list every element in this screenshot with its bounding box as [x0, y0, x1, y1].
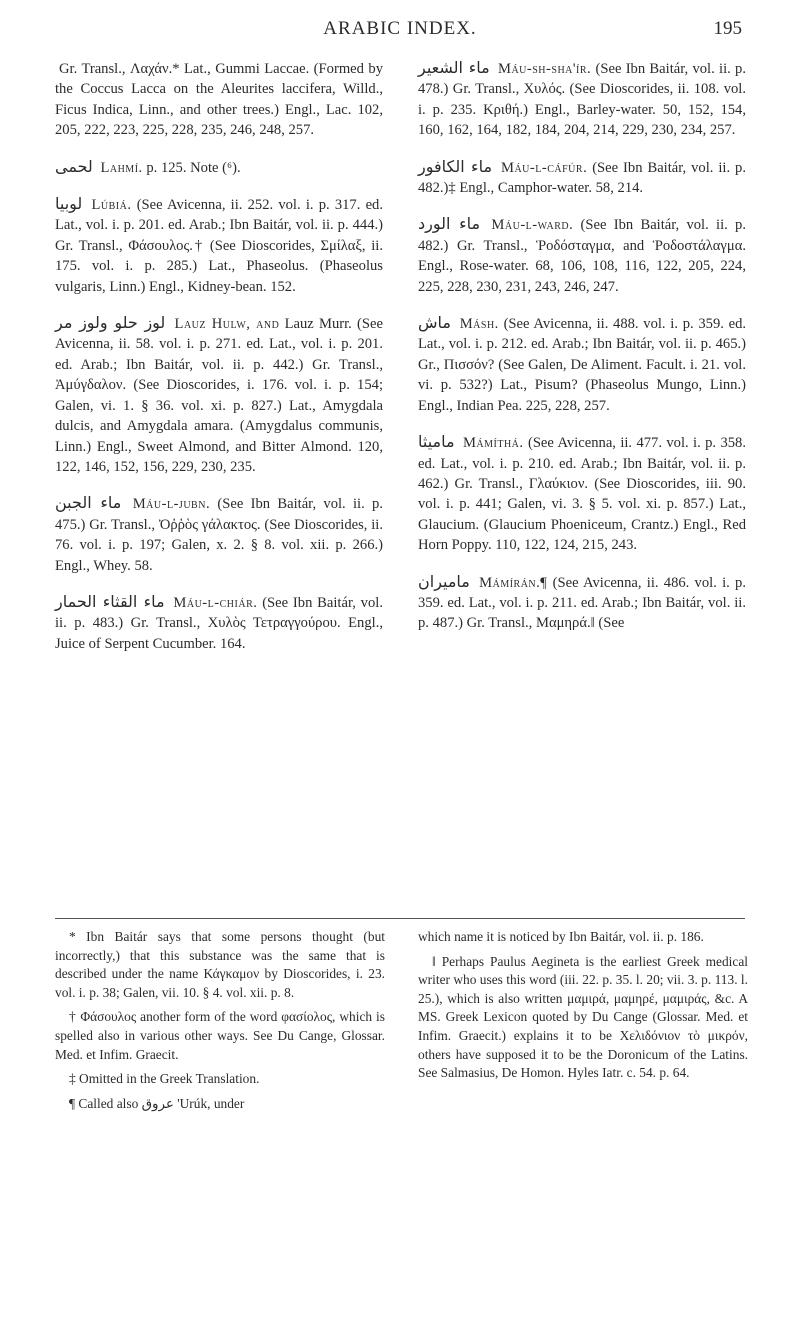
index-entry: [418, 313, 746, 416]
entry-headword: Máu-l-chiár.: [173, 594, 258, 611]
entry-text: (See Ibn Baitár, vol. ii. p. 482.) Gr. Transl., Ῥοδόσταγμα, and Ῥοδοστάλαγμα. Engl., Rose-water. 68, 106, 108, 116, 122, 205, 224, 225, 228, 230, 231, 243, 246, 247.: [418, 217, 746, 295]
footnote: ‖ Perhaps Paulus Aegineta is the earliest Greek medical writer who uses this word (iii. 22. p. 35. l. 20; vii. 3. p. 113. l. 25.), which is also written μαμιρά, μαμηρέ, μαμιράς, &c. A MS. Greek Lexicon quoted by Du Cange (Glossar. Med. et Infim. Graecit.) explains it to be Χελιδόνιον τὸ μικρόν, others have supposed it to be the Doronicum of the Latins. See Salmasius, De Homon. Hyles Iatr. c. 54. p. 64.: [418, 953, 748, 1081]
entry-headword: Máu-l-ward.: [491, 217, 574, 234]
entry-headword: Lúbiá.: [91, 197, 132, 214]
arabic-headword: ماء الجبن: [55, 493, 122, 513]
entry-headword: Mámírán.¶: [479, 574, 548, 591]
footnotes-left-column: [55, 928, 385, 1119]
arabic-headword: لوبيا: [55, 194, 83, 214]
page-header: [0, 12, 800, 52]
entry-text: (See Avicenna, ii. 486. vol. i. p. 359. ed. Lat., vol. i. p. 211. ed. Arab.; Ibn Baitár, vol. ii. p. 487.) Gr. Transl., Μαμηρά.‖ (See: [418, 574, 746, 632]
entry-headword: Lahmí.: [100, 159, 143, 176]
arabic-headword: ماميثا: [418, 432, 455, 452]
index-entry: [418, 214, 746, 297]
arabic-headword: ماء الورد: [418, 214, 481, 234]
entry-text: (See Avicenna, ii. 477. vol. i. p. 358. ed. Lat., vol. i. p. 210. ed. Arab.; Ibn Baitár, vol. ii. p. 462.) Gr. Transl., Γλαύκιον. (See Dioscorides, iii. 90. vol. i. p. 441; Galen, vi. 3. § 5. vol. xi. p. 857.) Lat., Glaucium. (Glaucium Phoeniceum, Crantz.) Engl., Red Horn Poppy. 110, 122, 124, 215, 243.: [418, 435, 746, 554]
left-column: [55, 58, 383, 670]
arabic-headword: لحمى: [55, 156, 93, 176]
entry-headword: Mámíthá.: [462, 435, 524, 452]
entry-headword: Máu-l-cáfúr.: [500, 159, 588, 176]
index-entry: [55, 313, 383, 477]
footnote: † Φάσουλος another form of the word φασίολος, which is spelled also in various other ways. See Du Cange, Glossar. Med. et Infim. Graecit.: [55, 1009, 385, 1062]
footnote: ‡ Omitted in the Greek Translation.: [69, 1071, 260, 1087]
arabic-headword: ماء الشعير: [418, 58, 490, 77]
right-column: [418, 58, 746, 650]
index-entry: [55, 194, 383, 297]
entry-text: Lauz Murr. (See Avicenna, ii. 58. vol. i. p. 271. ed. Lat., vol. i. p. 201. ed. Arab.; Ibn Baitár, vol. ii. p. 442.) Gr. Transl., Ἀμύγδαλον. (See Dioscorides, i. 176. vol. i. p. 154; Galen, vi. 1. § 36. vol. xi. p. 827.) Lat., Amygdala dulcis, and Amygdala amara. (Amygdalus communis, Linn.) Engl., Sweet Almond, and Bitter Almond. 120, 122, 146, 152, 156, 229, 230, 235.: [55, 316, 383, 475]
footnote: which name it is noticed by Ibn Baitár, vol. ii. p. 186.: [418, 929, 704, 944]
entry-text: (See Avicenna, ii. 252. vol. i. p. 317. ed. Lat., vol. i. p. 201. ed. Arab.; Ibn Baitár, vol. ii. p. 444.) Gr. Transl., Φάσουλος.† (See Dioscorides, Σμίλαξ, ii. 175. vol. i. p. 285.) Lat., Phaseolus. (Phaseolus vulgaris, Linn.) Engl., Kidney-bean. 152.: [55, 197, 383, 295]
entry-headword: Máu-l-jubn.: [132, 496, 211, 513]
entry-headword: Máu-sh-sha'ír.: [497, 61, 592, 77]
entry-text: (See Ibn Baitár, vol. ii. p. 478.) Gr. Transl., Χυλός. (See Dioscorides, ii. 108. vol. i. p. 235. Κριθή.) Engl., Barley-water. 50, 152, 154, 160, 162, 164, 182, 184, 204, 214, 229, 230, 234, 257.: [418, 61, 747, 139]
entry-text: (See Ibn Baitár, vol. ii. p. 475.) Gr. Transl., Ὀῤῥὸς γάλακτος. (See Dioscorides, ii. 76. vol. i. p. 197; Galen, x. 2. § 8. vol. xii. p. 266.) Engl., Whey. 58.: [55, 496, 384, 574]
entry-headword: Lauz Hulw, and: [174, 316, 280, 333]
entry-text: p. 125. Note (⁶).: [146, 159, 241, 176]
footnote-divider: [55, 918, 745, 919]
entry-headword: Másh.: [459, 316, 499, 333]
arabic-headword: ماء القثاء الحمار: [55, 591, 165, 611]
index-entry: [55, 493, 383, 576]
index-entry: [55, 58, 383, 141]
entry-text: Gr. Transl., Λαχάν.* Lat., Gummi Laccae. (Formed by the Coccus Lacca on the Aleurites laccifera, Willd., Ficus Indica, Linn., and other trees.) Engl., Lac. 102, 205, 222, 223, 225, 228, 235, 246, 248, 257.: [55, 61, 383, 139]
arabic-headword: ماء الكافور: [418, 156, 493, 176]
entry-text: (See Ibn Baitár, vol. ii. p. 482.)‡ Engl., Camphor-water. 58, 214.: [418, 159, 747, 197]
page-number: 195: [713, 18, 742, 39]
entry-text: (See Ibn Baitár, vol. ii. p. 483.) Gr. Transl., Χυλὸς Τετραγγούρου. Engl., Juice of Serpent Cucumber. 164.: [55, 594, 383, 652]
footnote: * Ibn Baitár says that some persons thought (but incorrectly,) that this substance was the same that is described under the name Κάγκαμον by Dioscorides, i. 23. vol. i. p. 38; Galen, vii. 10. § 4. vol. xii. p. 8.: [55, 929, 385, 1000]
index-entry: [55, 157, 383, 178]
index-entry: [418, 432, 746, 555]
running-title: ARABIC INDEX.: [323, 18, 477, 39]
index-entry: [418, 572, 746, 634]
entry-text: (See Avicenna, ii. 488. vol. i. p. 359. ed. Lat., vol. i. p. 212. ed. Arab.; Ibn Baitár, vol. ii. p. 465.) Gr., Πισσόν? (See Galen, De Aliment. Facult. i. 21. vol. vi. p. 532?) Lat., Pisum? (Phaseolus Mungo, Linn.) Engl., Indian Pea. 225, 228, 257.: [418, 316, 747, 414]
arabic-headword: لوز حلو ولوز مر: [55, 313, 166, 333]
footnotes-right-column: [418, 928, 748, 1089]
index-entry: [418, 157, 746, 199]
index-entry: [418, 58, 746, 141]
index-entry: [55, 592, 383, 654]
arabic-headword: ماميران: [418, 571, 470, 591]
arabic-headword: ماش: [418, 313, 451, 333]
footnote: ¶ Called also عروق 'Urúk, under: [69, 1095, 245, 1111]
